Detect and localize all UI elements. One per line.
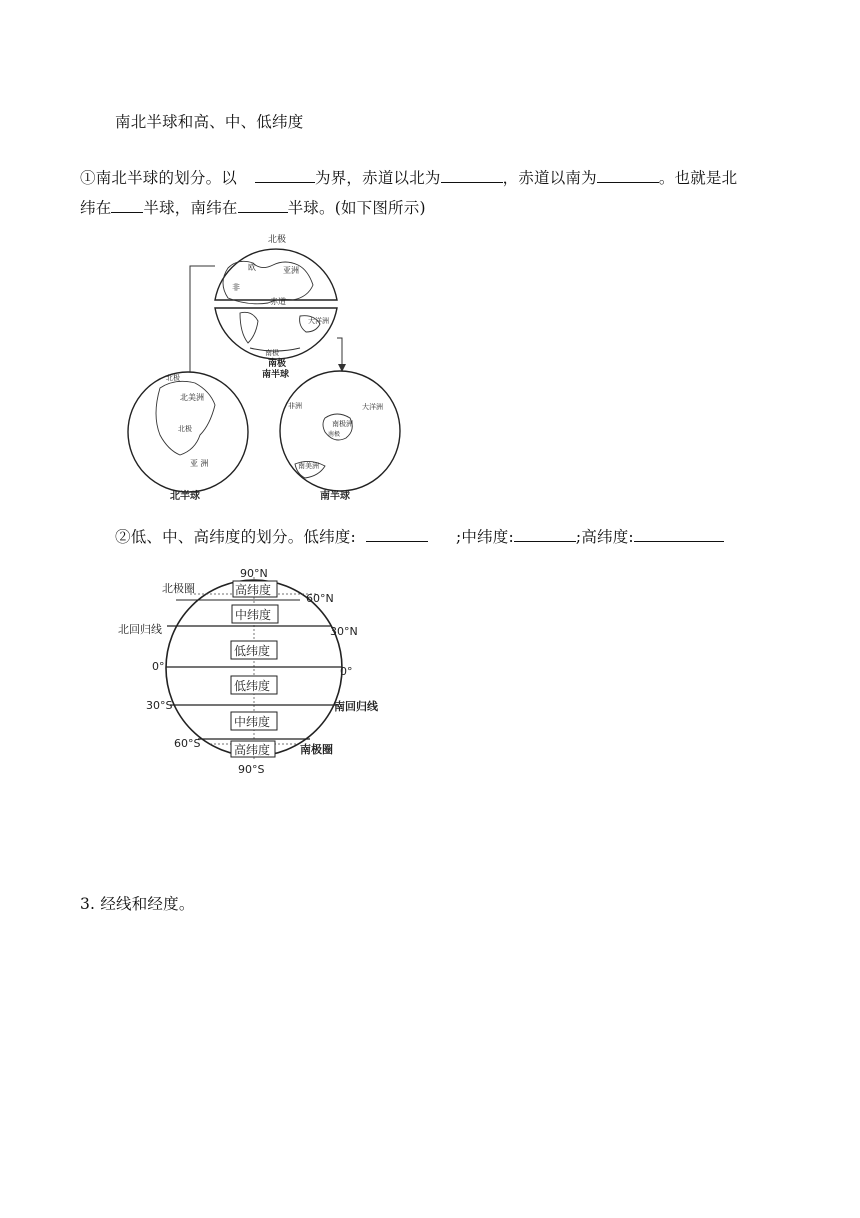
zone-low-n: 低纬度 [234, 644, 271, 658]
label-africa-short: 非 [232, 283, 240, 292]
label-southern-hemisphere-top: 南半球 [262, 370, 290, 380]
zone-low-s: 低纬度 [234, 679, 271, 693]
zone-high-n: 高纬度 [235, 583, 272, 597]
blank-boundary[interactable] [255, 168, 315, 183]
label-oceania: 大洋洲 [308, 317, 329, 325]
q2-text-b: ;中纬度: [455, 528, 514, 546]
label-antarctic-circle: 南极圈 [300, 743, 333, 756]
q2-line [115, 525, 724, 547]
zone-mid-s: 中纬度 [234, 715, 271, 729]
label-south-pole-center: 南极 [268, 359, 287, 369]
arrow-to-north [190, 266, 215, 376]
q1-text-e: 纬在 [80, 199, 112, 217]
label-90n: 90°N [240, 567, 268, 580]
north-globe [128, 372, 248, 502]
latitude-zones-svg [110, 563, 410, 778]
top-globe [215, 233, 337, 380]
globe-northern-half [215, 249, 337, 300]
arrow-to-south [337, 338, 342, 368]
label-north-america: 北美洲 [180, 393, 204, 402]
zone-mid-n: 中纬度 [235, 608, 272, 622]
label-south-pole: 南极 [265, 349, 279, 357]
south-globe [280, 371, 400, 502]
q3-title: 3. 经线和经度。 [80, 895, 195, 913]
q1-line-1 [80, 166, 737, 188]
blank-south-latitude[interactable] [238, 198, 288, 213]
label-30s: 30°S [146, 699, 173, 712]
label-oceania-small: 大洋洲 [362, 403, 383, 411]
label-africa: 非洲 [288, 402, 302, 410]
q2-text-c: ;高纬度: [575, 528, 634, 546]
label-antarctica: 南极洲 [332, 420, 353, 428]
blank-north-hemisphere[interactable] [441, 168, 503, 183]
label-north-pole-mark: 北极 [178, 425, 192, 433]
label-90s: 90°S [238, 763, 265, 776]
q1-text-b: 为界，赤道以北为 [315, 169, 441, 187]
q1-line-2 [80, 196, 426, 218]
section-heading: 南北半球和高、中、低纬度 [115, 113, 304, 131]
label-europe-short: 欧 [248, 263, 256, 272]
label-northern-hemisphere: 北半球 [170, 491, 200, 502]
label-60n: 60°N [306, 592, 334, 605]
label-south-america: 南美洲 [298, 462, 319, 470]
label-southern-hemisphere: 南半球 [320, 491, 350, 502]
blank-south-hemisphere[interactable] [597, 168, 659, 183]
label-asia: 亚洲 [283, 266, 299, 275]
hemispheres-svg [120, 228, 420, 508]
label-30n: 30°N [330, 625, 358, 638]
latitude-zones-figure [110, 563, 410, 778]
q1-text-d: 。也就是北 [658, 169, 738, 187]
label-north-pole-small: 北极 [166, 374, 180, 382]
label-zero-left: 0° [152, 660, 165, 673]
blank-mid-latitude[interactable] [514, 527, 576, 542]
blank-high-latitude[interactable] [634, 527, 724, 542]
zone-high-s: 高纬度 [234, 743, 271, 757]
q1-text-a: ①南北半球的划分。以 [80, 169, 238, 187]
label-tropic-capricorn: 南回归线 [334, 700, 378, 713]
label-60s: 60°S [174, 737, 201, 750]
hemispheres-figure [120, 228, 420, 508]
label-asia-spaced: 亚 洲 [190, 459, 209, 468]
q1-text-f: 半球，南纬在 [143, 199, 238, 217]
label-zero-right: 0° [340, 665, 353, 678]
q1-text-g: 半球。(如下图所示) [287, 199, 426, 217]
label-south-pole-small: 南极 [328, 431, 341, 438]
label-arctic-circle: 北极圈 [162, 582, 195, 595]
q2-text-a: ②低、中、高纬度的划分。低纬度: [115, 528, 356, 546]
label-tropic-cancer: 北回归线 [118, 623, 162, 636]
label-equator: 赤道 [270, 297, 286, 306]
label-north-pole: 北极 [268, 235, 287, 245]
blank-low-latitude[interactable] [366, 527, 428, 542]
blank-north-latitude[interactable] [111, 198, 143, 213]
q1-text-c: ，赤道以南为 [502, 169, 597, 187]
